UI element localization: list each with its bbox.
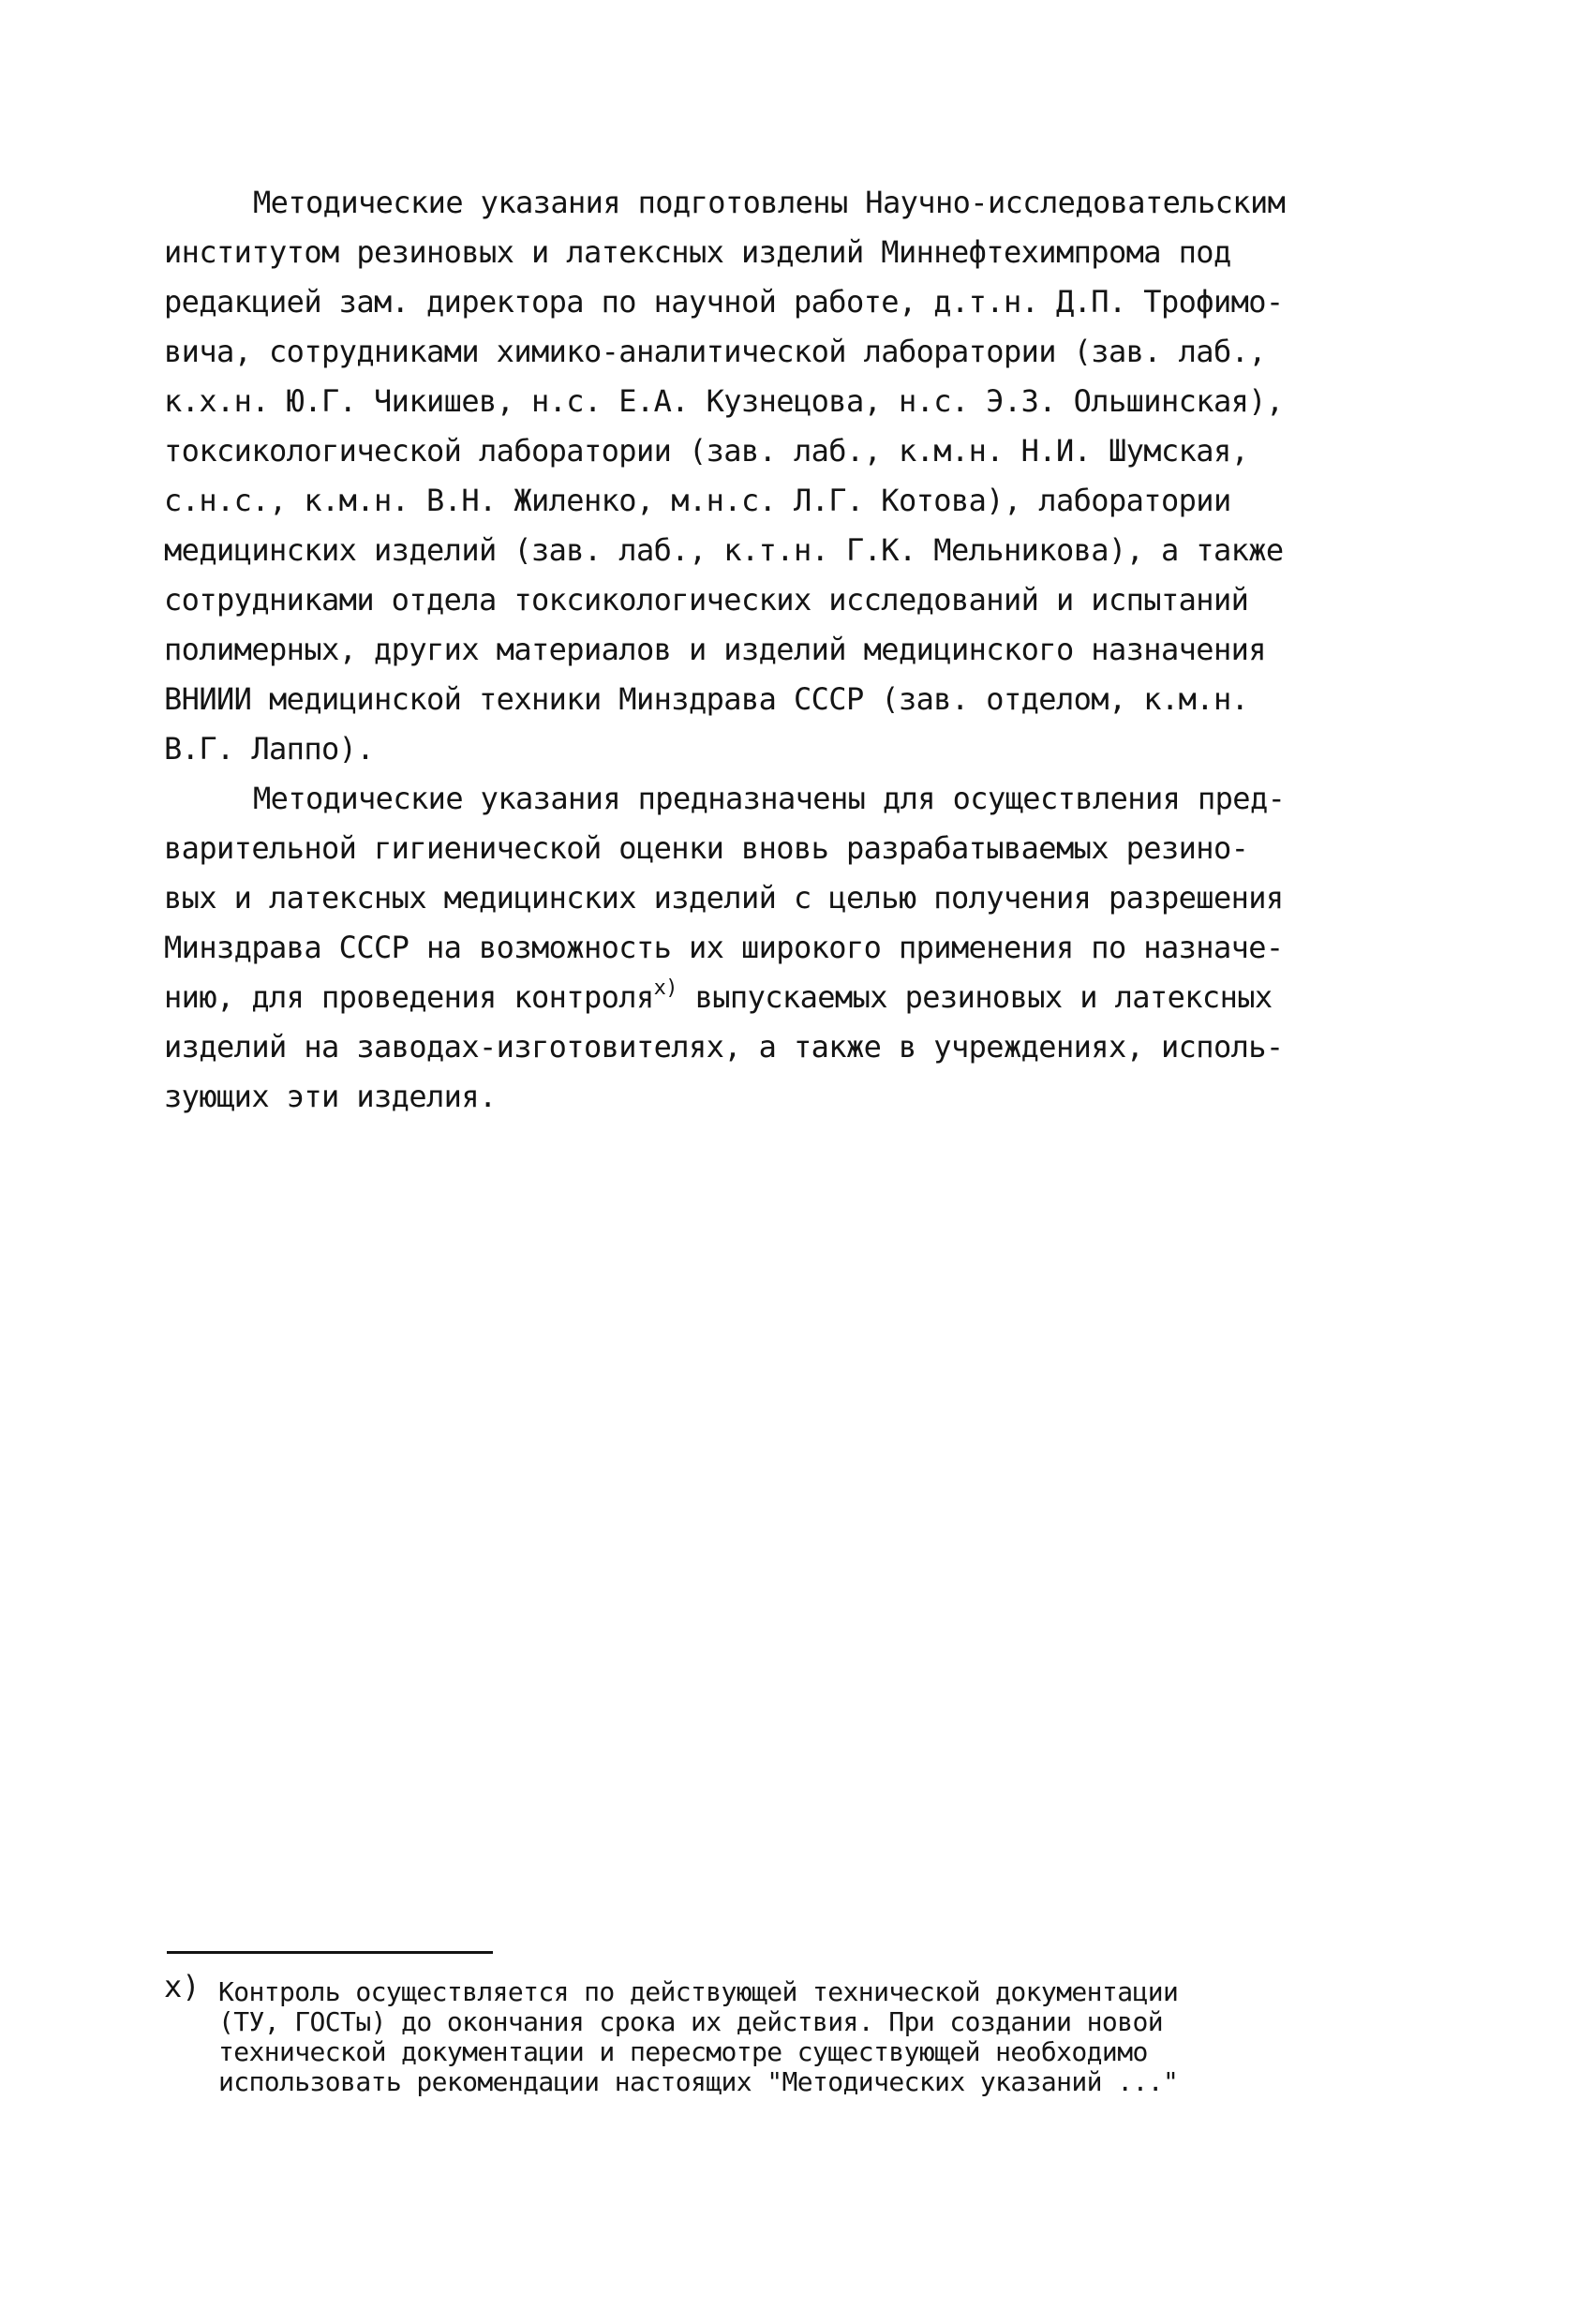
text-line: Методические указания подготовлены Научно-исследовательским: [253, 185, 1286, 220]
text-line: институтом резиновых и латексных изделий Миннефтехимпрома под: [164, 234, 1231, 270]
footnote-body: [218, 1977, 1455, 2097]
main-text: [164, 178, 1401, 1122]
footnote-line: технической документации и пересмотре существующей необходимо: [218, 2036, 1148, 2067]
text-line: Минздрава СССР на возможность их широкого применения по назначе-: [164, 930, 1284, 965]
text-line: вича, сотрудниками химико-аналитической лаборатории (зав. лаб.,: [164, 334, 1266, 369]
footnote-line: (ТУ, ГОСТы) до окончания срока их действия. При создании новой: [218, 2006, 1163, 2037]
footnote-line: Контроль осуществляется по действующей технической документации: [218, 1976, 1179, 2007]
footnote-mark: x): [164, 1969, 201, 2004]
text-line-with-footnote-ref: [164, 973, 1401, 1022]
text-segment: выпускаемых резиновых и латексных: [677, 979, 1273, 1015]
text-line: вых и латексных медицинских изделий с целью получения разрешения: [164, 880, 1284, 916]
footnote-line: использовать рекомендации настоящих "Методических указаний ...": [218, 2066, 1179, 2097]
text-segment: нию, для проведения контроля: [164, 979, 654, 1015]
text-line: изделий на заводах-изготовителях, а также в учреждениях, исполь-: [164, 1029, 1284, 1065]
text-line: токсикологической лаборатории (зав. лаб., к.м.н. Н.И. Шумская,: [164, 433, 1249, 469]
text-line: зующих эти изделия.: [164, 1079, 497, 1114]
text-line: полимерных, других материалов и изделий медицинского назначения: [164, 632, 1266, 667]
text-line: редакцией зам. директора по научной работе, д.т.н. Д.П. Трофимо-: [164, 284, 1284, 320]
text-line: медицинских изделий (зав. лаб., к.т.н. Г.К. Мельникова), а также: [164, 532, 1284, 568]
text-line: Методические указания предназначены для осуществления пред-: [253, 781, 1286, 816]
text-line: В.Г. Лаппо).: [164, 731, 374, 767]
text-line: варительной гигиенической оценки вновь разрабатываемых резино-: [164, 830, 1249, 866]
text-line: ВНИИИ медицинской техники Минздрава СССР (зав. отделом, к.м.н.: [164, 681, 1249, 717]
footnote-reference: x): [653, 976, 677, 1000]
text-line: к.х.н. Ю.Г. Чикишев, н.с. Е.А. Кузнецова, н.с. Э.З. Ольшинская),: [164, 383, 1284, 419]
footnote-separator: [167, 1951, 493, 1954]
text-line: сотрудниками отдела токсикологических исследований и испытаний: [164, 582, 1249, 618]
text-line: с.н.с., к.м.н. В.Н. Жиленко, м.н.с. Л.Г. Котова), лаборатории: [164, 483, 1231, 518]
